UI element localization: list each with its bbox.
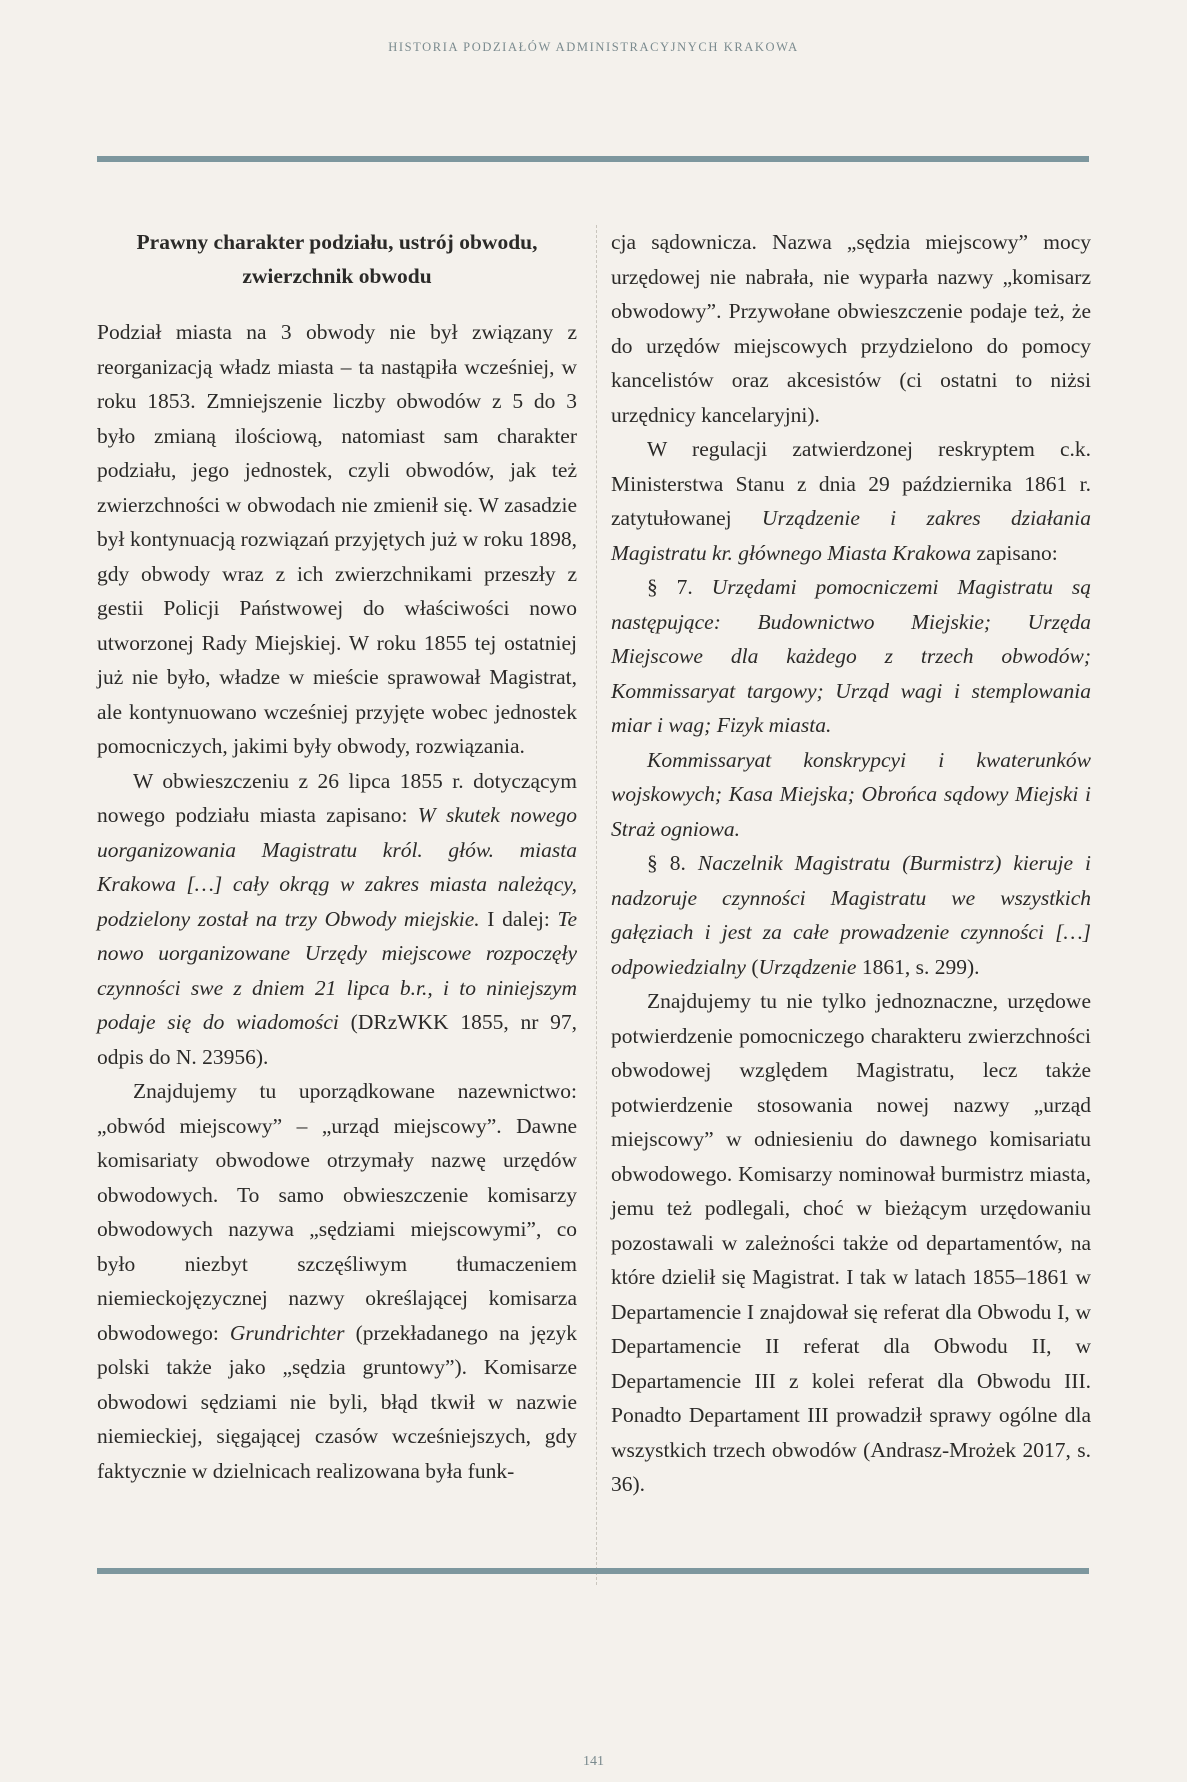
text-run: ( (745, 954, 759, 979)
section-mark: § 7. (647, 575, 712, 599)
text-run: zapisano: (971, 540, 1058, 565)
text-run: I dalej: (479, 906, 558, 931)
term-run: Grundrichter (229, 1320, 345, 1345)
quote-run: Te nowo uorganizowane Urzędy miejscowe rozpoczęły czynności swe z dniem 21 lipca b.r., i to niniejszym podaje się do wiadomości (97, 906, 577, 1034)
right-paragraph-4: Kommissaryat konskrypcyi i kwaterunków wojskowych; Kasa Miejska; Obrońca sądowy Miejski i Straż ogniowa. (611, 747, 1091, 841)
bottom-rule (97, 1568, 1089, 1574)
section-heading-line1: Prawny charakter podziału, ustrój obwodu, (136, 230, 538, 254)
quote-run: Urzędami pomocniczemi Magistratu są następujące: Budownictwo Miejskie; Urzęda Miejscowe dla każdego z trzech obwodów; Kommissaryat targowy; Urząd wagi i stemplowania miar i wag; Fizyk miasta. (611, 575, 1091, 737)
text-run: (przekładanego na język polski także jako „sędzia gruntowy”). Komisarze obwodowi sędziami nie byli, błąd tkwił w nazwie niemieckiej, sięgającej czasów wcześniejszych, gdy faktycznie w dzielnicach realizowana była funk- (97, 1320, 577, 1483)
section-mark: § 8. (647, 851, 698, 875)
text-run: Znajdujemy tu uporządkowane nazewnictwo: „obwód miejscowy” – „urząd miejscowy”. Dawne komisariaty obwodowe otrzymały nazwę urzędów obwodowych. To samo obwieszczenie komisarzy obwodowych nazywa „sędziami miejscowymi”, co było niezbyt szczęśliwym tłumaczeniem niemieckojęzycznej nazwy określającej komisarza obwodowego: (97, 1079, 577, 1345)
citation-run: 1861, s. 299). (856, 954, 980, 979)
page-number: 141 (583, 1754, 604, 1769)
left-paragraph-3 (97, 1074, 577, 1488)
quote-run: Naczelnik Magistratu (Burmistrz) kieruje i nadzoruje czynności Magistratu we wszystkich gałęziach i jest za całe prowadzenie czynności […] odpowiedzialny (611, 851, 1092, 979)
title-run: Urządzenie i zakres działania Magistratu kr. głównego Miasta Krakowa (611, 506, 1091, 565)
quote-run: W skutek nowego uorganizowania Magistratu król. głów. miasta Krakowa […] cały okrąg w zakres miasta należący, podzielony został na trzy Obwody miejskie. (97, 803, 577, 931)
citation-run: (DRzWKK 1855, nr 97, odpis do N. 23956). (97, 1010, 578, 1069)
left-paragraph-1: Podział miasta na 3 obwody nie był związany z reorganizacją władz miasta – ta nastąpiła wcześniej, w roku 1853. Zmniejszenie liczby obwodów z 5 do 3 było zmianą ilościową, natomiast sam charakter podziału, jego jednostek, czyli obwodów, jak też zwierzchności w obwodach nie zmienił się. W zasadzie był kontynuacją rozwiązań przyjętych już w roku 1898, gdy obwody wraz z ich zwierzchnikami przeszły z gestii Policji Państwowej do właściwości nowo utworzonej Rady Miejskiej. W roku 1855 tej ostatniej już nie było, władze w mieście sprawował Magistrat, ale kontynuowano wcześniej przyjęte wobec jednostek pomocniczych, jakimi były obwody, rozwiązania. (97, 320, 577, 758)
right-paragraph-2 (611, 432, 1091, 570)
section-heading-line2: zwierzchnik obwodu (242, 264, 432, 288)
section-heading (97, 225, 577, 293)
right-column (611, 225, 1091, 1502)
text-run: W obwieszczeniu z 26 lipca 1855 r. dotyczącym nowego podziału miasta zapisano: (97, 768, 577, 827)
title-run: Urządzenie (758, 954, 857, 979)
right-paragraph-3 (611, 570, 1091, 743)
left-paragraph-2 (97, 764, 577, 1075)
right-paragraph-5 (611, 846, 1091, 984)
column-divider (596, 225, 597, 1585)
right-paragraph-1: cja sądownicza. Nazwa „sędzia miejscowy” mocy urzędowej nie nabrała, nie wyparła nazwy „komisarz obwodowy”. Przywołane obwieszczenie podaje też, że do urzędów miejscowych przydzielono do pomocy kancelistów oraz akcesistów (ci ostatni to niżsi urzędnicy kancelaryjni). (611, 230, 1091, 427)
running-head: HISTORIA PODZIAŁÓW ADMINISTRACYJNYCH KRAKOWA (388, 40, 799, 54)
top-rule (97, 156, 1089, 162)
text-run: W regulacji zatwierdzonej reskryptem c.k. Ministerstwa Stanu z dnia 29 października 1861 r. zatytułowanej (611, 437, 1091, 530)
right-paragraph-6: Znajdujemy tu nie tylko jednoznaczne, urzędowe potwierdzenie pomocniczego charakteru zwierzchności obwodowej względem Magistratu, lecz także potwierdzenie stosowania nowej nazwy „urząd miejscowy” w odniesieniu do dawnego komisariatu obwodowego. Komisarzy nominował burmistrz miasta, jemu też podlegali, choć w bieżącym urzędowaniu pozostawali w zależności także od departamentów, na które dzielił się Magistrat. I tak w latach 1855–1861 w Departamencie I znajdował się referat dla Obwodu I, w Departamencie II referat dla Obwodu II, w Departamencie III z kolei referat dla Obwodu III. Ponadto Departament III prowadził sprawy ogólne dla wszystkich trzech obwodów (Andrasz-Mrożek 2017, s. 36). (611, 989, 1091, 1496)
left-column (97, 225, 577, 1488)
